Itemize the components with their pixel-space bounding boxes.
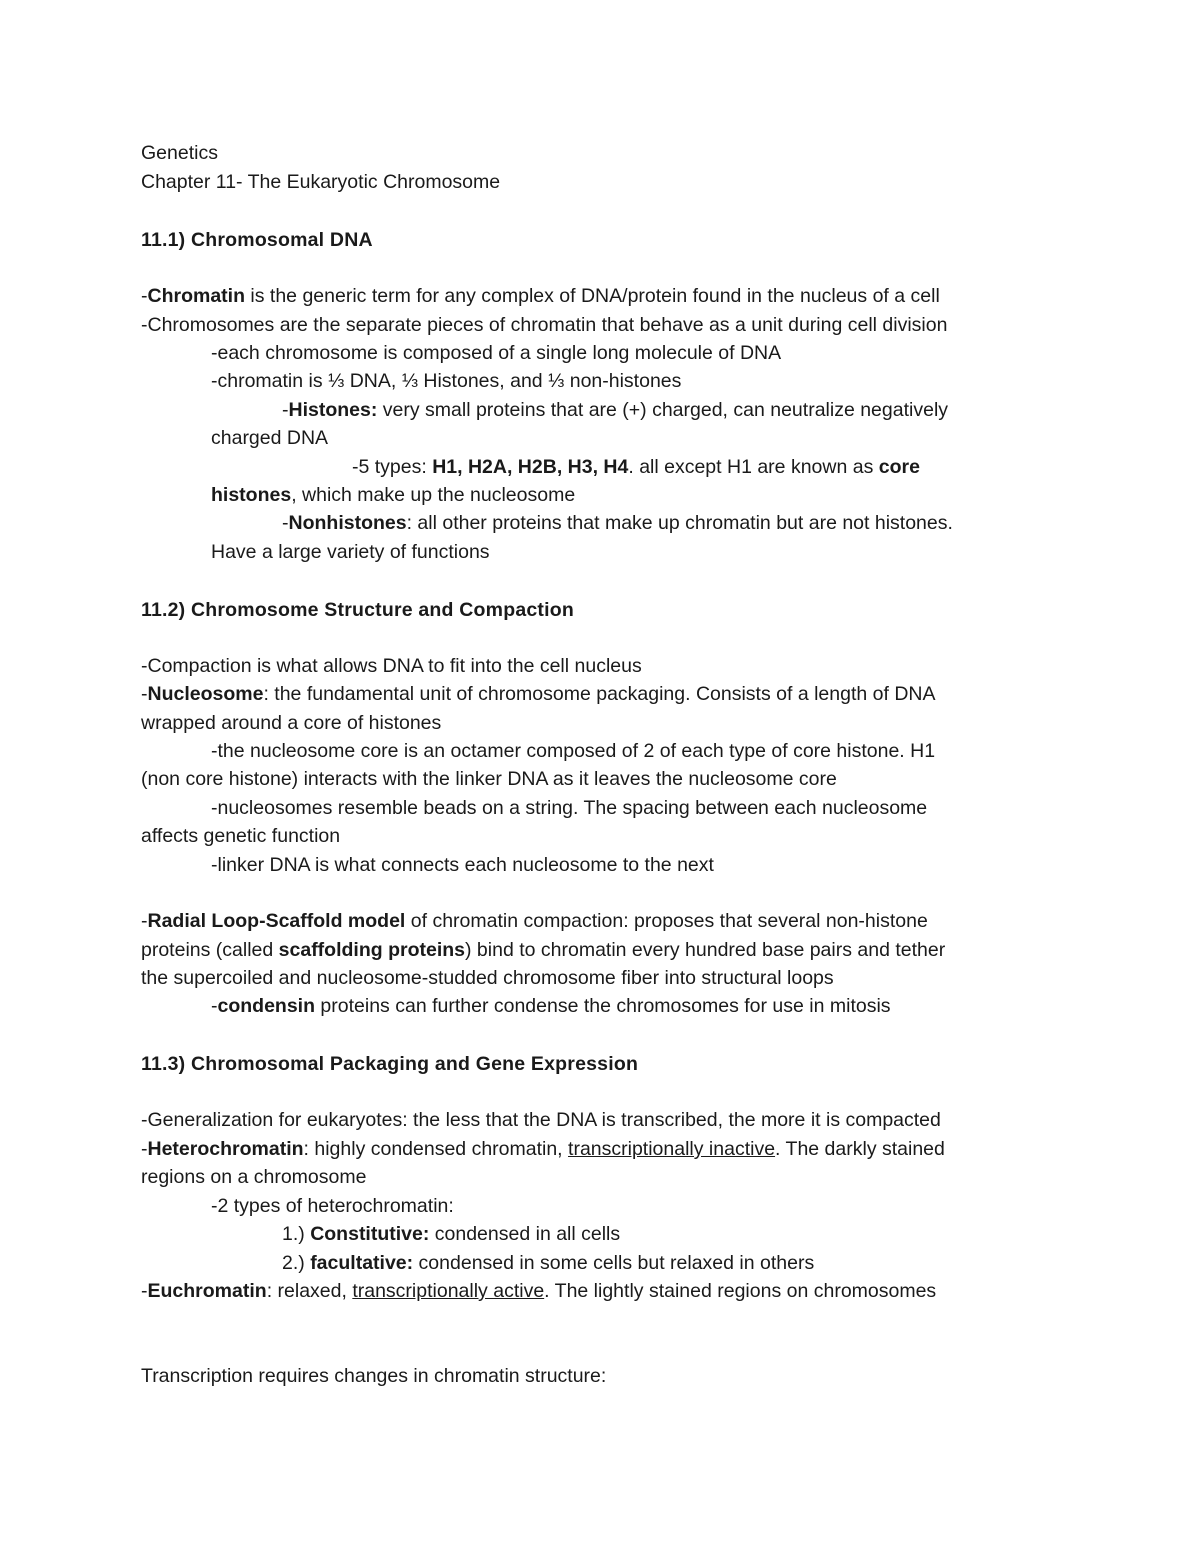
paragraph-line: proteins (called scaffolding proteins) bind to chromatin every hundred base pairs and tether (141, 939, 946, 961)
paragraph-line: -linker DNA is what connects each nucleosome to the next (211, 854, 714, 876)
paragraph-line: -chromatin is ⅓ DNA, ⅓ Histones, and ⅓ non-histones (211, 370, 682, 392)
chapter-title: Chapter 11- The Eukaryotic Chromosome (141, 171, 501, 193)
paragraph-line: -Histones: very small proteins that are (+) charged, can neutralize negatively (282, 399, 949, 421)
paragraph-line: -Generalization for eukaryotes: the less that the DNA is transcribed, the more it is compacted (141, 1109, 941, 1131)
paragraph-line: -Radial Loop-Scaffold model of chromatin compaction: proposes that several non-histone (141, 910, 928, 932)
paragraph-line: -2 types of heterochromatin: (211, 1195, 454, 1217)
document-subject: Genetics (141, 142, 218, 164)
paragraph-line: -Chromatin is the generic term for any complex of DNA/protein found in the nucleus of a cell (141, 285, 940, 307)
paragraph-line: -Heterochromatin: highly condensed chromatin, transcriptionally inactive. The darkly stained (141, 1138, 945, 1160)
paragraph-line: 1.) Constitutive: condensed in all cells (282, 1223, 621, 1245)
underlined-phrase: transcriptionally active (352, 1280, 545, 1302)
bold-term: scaffolding proteins (278, 939, 466, 961)
paragraph-line: -Compaction is what allows DNA to fit into the cell nucleus (141, 655, 642, 677)
paragraph-line: (non core histone) interacts with the linker DNA as it leaves the nucleosome core (141, 768, 837, 790)
paragraph-line: -Chromosomes are the separate pieces of chromatin that behave as a unit during cell division (141, 314, 948, 336)
bold-term: Nonhistones (288, 512, 407, 534)
paragraph-line: charged DNA (211, 427, 329, 449)
paragraph-line: -Nonhistones: all other proteins that make up chromatin but are not histones. (282, 512, 953, 534)
section-heading-11-2: 11.2) Chromosome Structure and Compaction (141, 599, 574, 621)
paragraph-line: regions on a chromosome (141, 1166, 367, 1188)
bold-term: Histones: (288, 399, 378, 421)
bold-term: Nucleosome (147, 683, 264, 705)
paragraph-line: -Nucleosome: the fundamental unit of chromosome packaging. Consists of a length of DNA (141, 683, 936, 705)
bold-term: histones (211, 484, 292, 506)
paragraph-line: -each chromosome is composed of a single long molecule of DNA (211, 342, 782, 364)
underlined-phrase: transcriptionally inactive (568, 1138, 776, 1160)
paragraph-line: wrapped around a core of histones (141, 712, 442, 734)
paragraph-line: -condensin proteins can further condense the chromosomes for use in mitosis (211, 995, 891, 1017)
paragraph-line: affects genetic function (141, 825, 341, 847)
bold-term: facultative: (310, 1252, 414, 1274)
section-heading-11-1: 11.1) Chromosomal DNA (141, 229, 373, 251)
bold-term: core (878, 456, 920, 478)
paragraph-line: Have a large variety of functions (211, 541, 490, 563)
bold-term: H1, H2A, H2B, H3, H4 (432, 456, 629, 478)
bold-term: Heterochromatin (147, 1138, 304, 1160)
bold-term: Constitutive: (310, 1223, 430, 1245)
paragraph-line: -the nucleosome core is an octamer composed of 2 of each type of core histone. H1 (211, 740, 936, 762)
paragraph-line: -5 types: H1, H2A, H2B, H3, H4. all except H1 are known as core (352, 456, 920, 478)
paragraph-line: histones, which make up the nucleosome (211, 484, 576, 506)
paragraph-line: 2.) facultative: condensed in some cells but relaxed in others (282, 1252, 815, 1274)
bold-term: Euchromatin (147, 1280, 267, 1302)
bold-term: Radial Loop-Scaffold model (147, 910, 406, 932)
paragraph-line: Transcription requires changes in chromatin structure: (141, 1365, 607, 1387)
section-heading-11-3: 11.3) Chromosomal Packaging and Gene Expression (141, 1053, 639, 1075)
bold-term: condensin (217, 995, 316, 1017)
paragraph-line: -Euchromatin: relaxed, transcriptionally active. The lightly stained regions on chromosomes (141, 1280, 937, 1302)
bold-term: Chromatin (147, 285, 245, 307)
paragraph-line: -nucleosomes resemble beads on a string. The spacing between each nucleosome (211, 797, 928, 819)
paragraph-line: the supercoiled and nucleosome-studded chromosome fiber into structural loops (141, 967, 834, 989)
